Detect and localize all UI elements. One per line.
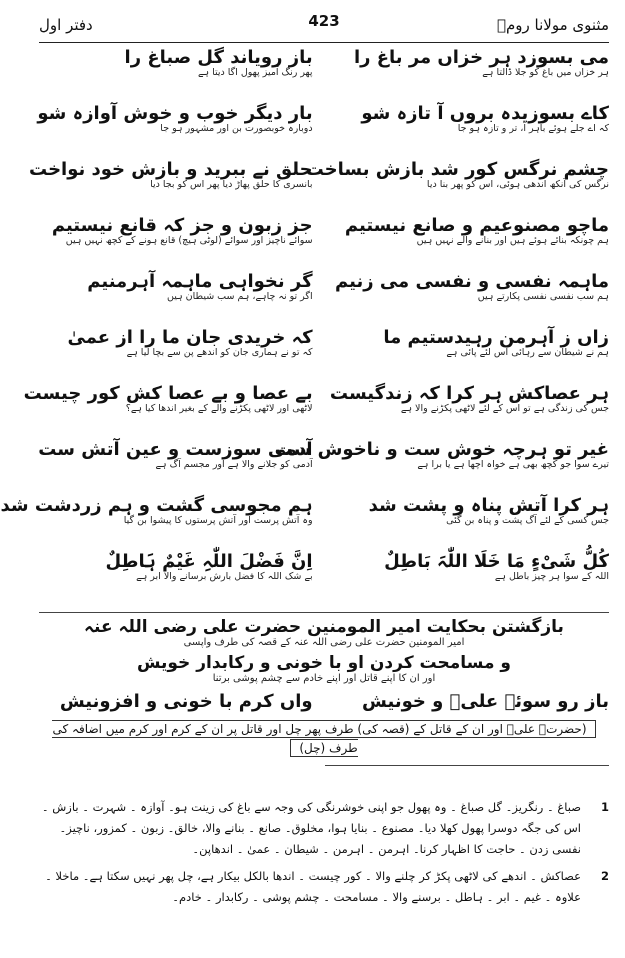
section-subheading [39, 654, 609, 684]
verse-left-translation: دوبارہ خوبصورت بن اور مشہور ہو جا [160, 123, 313, 134]
verse-left-column [39, 328, 313, 358]
verse-left-column [23, 383, 313, 414]
verse-right: کُلُّ شَیْءٍ مَا خَلَا اللّٰہَ بَاطِلٌ [384, 551, 609, 572]
final-verse-note-text: (حضرتؓ علیؓ اور ان کے قاتل کے (قصہ کی) طرف پھر چل اور قاتل پر ان کے کرم اور کرم میں اضافہ کی طرف (چل) [52, 720, 595, 757]
verse-right-column [335, 552, 609, 582]
verse-right-translation: تیرے سوا جو کچھ بھی ہے خواہ اچھا ہے یا برا ہے [417, 459, 609, 470]
verse-right-column [274, 439, 609, 470]
verse-right-translation: ہر خزاں میں باغ کو جلا ڈالتا ہے [482, 67, 609, 78]
verse-pair [39, 328, 609, 384]
verse-left: بار دیگر خوب و خوش آوازہ شو [37, 103, 313, 124]
verse-right: ماچو مصنوعیم و صانع نیستیم [344, 215, 609, 236]
verse-right-column [335, 104, 609, 134]
verse-pair [39, 216, 609, 272]
section-subheading-text: و مسامحت کردن او با خونی و رکابدار خویش [136, 653, 511, 673]
book-title: مثنوی مولانا رومؒ [497, 16, 609, 34]
verse-right-translation: جس کسی کے لئے آگ پشت و پناہ بن گئی [446, 515, 609, 526]
verse-right-column [335, 272, 609, 302]
verse-right-column [335, 496, 609, 526]
volume-label: دفتر اول [39, 16, 93, 34]
verse-right-translation: ہم چونکہ بنائے ہوئے ہیں اور بنانے والے نہیں ہیں [416, 235, 609, 246]
verse-right: چشم نرگس کور شد بازش بساخت [305, 159, 609, 180]
verse-left: کہ خریدی جان ما را از عمیٰ [67, 327, 313, 348]
verse-left-translation: کہ تو نے ہماری جان کو اندھے پن سے بچا لیا ہے [126, 347, 313, 358]
verse-left-column [39, 216, 313, 246]
verse-right-translation: جس کی زندگی ہے تو اس کے لئے لاٹھی پکڑنے والا ہے [400, 403, 609, 414]
footnote-1-number: 1 [600, 800, 609, 814]
final-verse-pair [39, 692, 609, 714]
footnote-1 [39, 797, 609, 860]
verse-left-translation: پھر رنگ آمیز پھول اگا دیتا ہے [197, 67, 313, 78]
verse-left: اِنَّ فَضْلَ اللّٰہِ غَیْمٌ ہَاطِلٌ [105, 551, 313, 572]
verse-left-translation: آدمی کو جلانے والا ہے اور مجسم آگ ہے [155, 459, 313, 470]
verse-left: ہم مجوسی گشت و ہم زردشت شد [0, 495, 313, 516]
verse-left: حلق نے ببرید و بازش خود نواخت [29, 159, 313, 180]
verse-right: می بسوزد ہر خزاں مر باغ را [353, 47, 609, 68]
verse-right-column [335, 48, 609, 78]
verse-left-translation: سوائے ناچیز اور سوائے (لوٹی ہیچ) قانع ہونے کے کچھ نہیں ہیں [65, 235, 313, 246]
section-divider [39, 612, 609, 613]
verse-left-translation: اگر تو نہ چاہے، ہم سب شیطان ہیں [166, 291, 313, 302]
verse-right-column [329, 383, 609, 414]
verse-right-translation: ہم نے شیطان سے رہائی اس لئے پائی ہے [446, 347, 609, 358]
verse-pair [39, 552, 609, 608]
verse-left-column [39, 552, 313, 582]
final-verse-right: باز رو سوئے علیؓ و خونیش [362, 691, 609, 712]
verse-left: بے عصا و بے عصا کش کور چیست [23, 383, 313, 404]
verse-pair [39, 272, 609, 328]
verse-right: ہر عصاکش ہر کرا کہ زندگیست [329, 383, 609, 404]
final-verse-note [39, 718, 609, 756]
verse-right-column [305, 159, 609, 190]
verse-right-column [335, 216, 609, 246]
verse-pair [23, 383, 609, 440]
footnote-1-text: صباغ ۔ رنگریز۔ گل صباغ ۔ وہ پھول جو اپنی خوشرنگی کی وجہ سے باغ کی زینت ہو۔ آوازہ ۔ شہرت ۔ بازش ۔ اس کی جگہ دوسرا پھول کھلا دیا۔ مصنوع ۔ بنایا ہوا، مخلوق۔ صانع ۔ بنانے والا، خالق۔ زبون ۔ کمزور، ناچیز۔ نفسی زدن ۔ حاجت کا اظہار کرنا۔ اہرمن ۔ اہرمن ۔ شیطان ۔ عمیٰ ۔ اندھاپن۔ [41, 800, 581, 856]
verse-right-translation: ہم سب نفسی نفسی پکارتے ہیں [477, 291, 609, 302]
verse-section [0, 47, 609, 608]
verse-left: جز زبون و جز کہ قانع نیستیم [51, 215, 313, 236]
verse-pair [39, 104, 609, 160]
verse-pair [29, 159, 609, 216]
verse-left-column [39, 104, 313, 134]
verse-right-translation: اللہ کے سوا ہر چیز باطل ہے [494, 571, 609, 582]
verse-pair [39, 440, 609, 496]
section-heading [39, 618, 609, 648]
verse-left-column [0, 495, 313, 526]
section-subheading-translation: اور ان کا اپنے قاتل اور اپنے خادم سے چشم پوشی برتنا [212, 673, 436, 684]
verse-right: غیر تو ہرچہ خوش ست و ناخوش ست [274, 439, 609, 460]
verse-left: باز رویاند گل صباغ را [124, 47, 313, 68]
footnote-2-text: عصاکش ۔ اندھے کی لاٹھی پکڑ کر چلنے والا ۔ کور چیست ۔ اندھا بالکل بیکار ہے، چل پھر نہیں سکتا ہے۔ ماخلا ۔ علاوہ ۔ غیم ۔ ابر ۔ ہاطل ۔ برسنے والا ۔ مسامحت ۔ چشم پوشی ۔ رکابدار ۔ خادم۔ [45, 869, 581, 904]
verse-left-column [29, 159, 313, 190]
verse-right: کاے بسوزیدہ بروں آ تازہ شو [361, 103, 609, 124]
verse-right: ہر کرا آتش پناہ و پشت شد [368, 495, 609, 516]
verse-left-column [39, 48, 313, 78]
verse-pair [39, 48, 609, 104]
verse-left-translation: لاٹھی اور لاٹھی پکڑنے والے کے بغیر اندھا کیا ہے؟ [125, 403, 313, 414]
footnotes [39, 797, 609, 908]
verse-pair [0, 495, 609, 552]
verse-left-column [39, 272, 313, 302]
footnote-divider [325, 765, 609, 766]
verse-left-translation: بانسری کا حلق پھاڑ دیا پھر اس کو بجا دیا [150, 179, 313, 190]
verse-left-column [39, 440, 313, 470]
section-heading-translation: امیر المومنین حضرت علی رضی اللہ عنہ کے قصہ کی طرف واپسی [183, 637, 465, 648]
verse-right: زاں ز آہرمن رہیدستیم ما [383, 327, 609, 348]
verse-right-translation: نرگس کی آنکھ اندھی ہوئی، اس کو پھر بنا دیا [426, 179, 609, 190]
verse-right-column [335, 328, 609, 358]
page-header [39, 10, 609, 43]
section-heading-text: بازگشتن بحکایت امیر المومنین حضرت علی رضی اللہ عنہ [84, 617, 564, 637]
footnote-2 [39, 866, 609, 908]
verse-right-translation: کہ اے جلے ہوئے باہر آ، تر و تازہ ہو جا [457, 123, 609, 134]
verse-left: آدمی سوزست و عین آتش ست [38, 439, 313, 460]
verse-left-translation: وہ آتش پرست اور آتش پرستوں کا پیشوا بن گیا [123, 515, 313, 526]
verse-left-translation: بے شک اللہ کا فضل بارش برسانے والا ابر ہے [136, 571, 313, 582]
verse-left: گر نخواہی ماہمہ آہرمنیم [87, 271, 313, 292]
page-number: 423 [308, 12, 340, 30]
footnote-2-number: 2 [600, 869, 609, 883]
verse-right: ماہمہ نفسی و نفسی می زنیم [334, 271, 609, 292]
final-verse-left: واں کرم با خونی و افزونیش [59, 691, 313, 712]
